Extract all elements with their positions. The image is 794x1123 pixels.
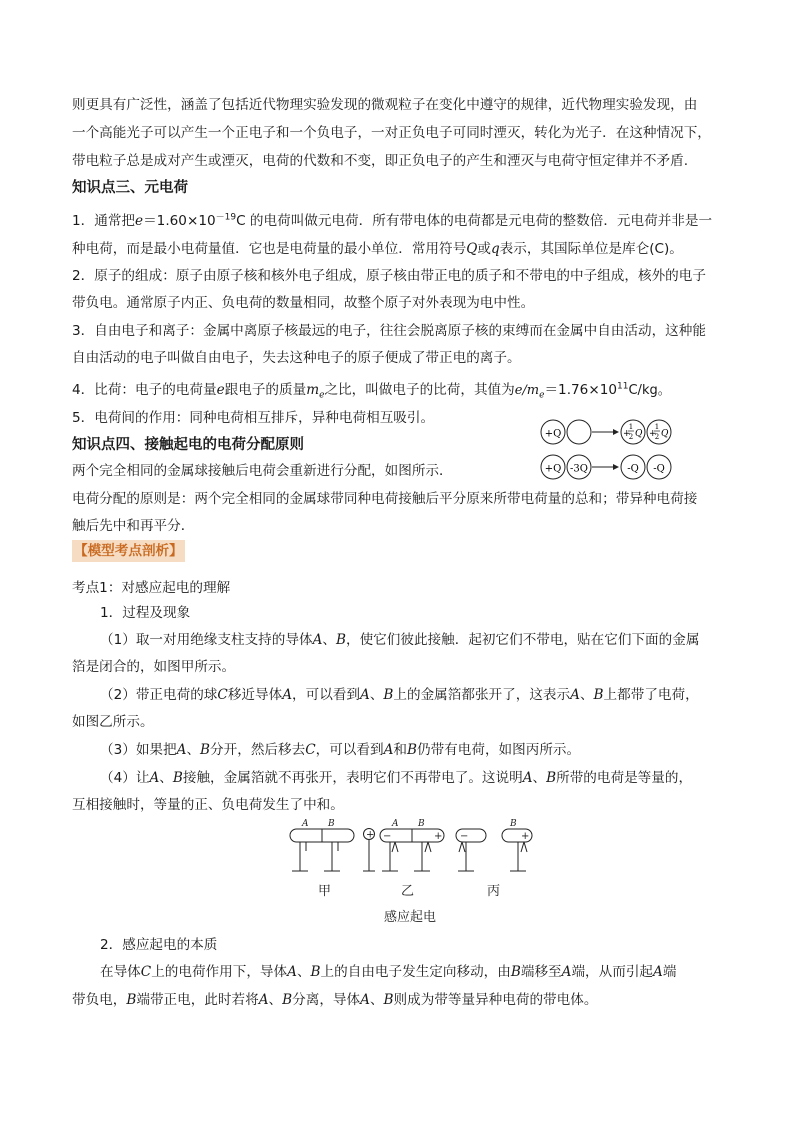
plus-sign: + [434,831,443,842]
label-bing: 丙 [487,884,501,899]
plus-sign: + [366,829,375,841]
charge-label: +Q [544,428,562,440]
sphere [567,420,591,444]
induction-figure [280,815,550,925]
label-a: A [392,819,399,829]
charge-label: +Q [544,463,562,475]
label-b: B [510,819,517,829]
svg-text:+: + [623,429,631,439]
label-a: A [302,819,309,829]
paragraph-line: （3）如果把A、B分开，然后移去C，可以看到A和B仍带有电荷，如图丙所示。 [100,742,581,758]
svg-text:+: + [649,429,657,439]
half-charge-label [623,423,643,441]
paragraph-line: （2）带正电荷的球C移近导体A，可以看到A、B上的金属箔都张开了，这表示A、B上都带了电荷， [100,687,699,703]
paragraph-line: 自由活动的电子叫做自由电子，失去这种电子的原子便成了带正电的离子。 [72,350,521,366]
paragraph-line: 触后先中和再平分． [72,518,195,534]
subheading: 1．过程及现象 [100,605,191,621]
charge-label: -3Q [570,463,588,475]
svg-text:Q: Q [635,429,643,439]
svg-text:1: 1 [628,423,634,431]
subheading: 2．感应起电的本质 [100,937,218,953]
conductor-pair-yi [363,829,444,872]
label-b: B [328,819,335,829]
paragraph-line: （4）让A、B接触，金属箔就不再张开，表明它们不再带电了。这说明A、B所带的电荷是等量的， [100,770,693,786]
minus-sign: − [383,831,392,842]
paragraph-line: 5．电荷间的作用：同种电荷相互排斥，异种电荷相互吸引。 [72,410,435,426]
section-heading: 知识点四、接触起电的电荷分配原则 [72,437,304,453]
plus-sign: + [521,831,530,842]
paragraph-line: 两个完全相同的金属球接触后电荷会重新进行分配，如图所示． [72,463,453,479]
paragraph-line: 在导体C上的电荷作用下，导体A、B上的自由电子发生定向移动，由B端移至A端，从而引起A端 [100,964,677,980]
svg-text:2: 2 [654,433,660,441]
intro-line: 一个高能光子可以产生一个正电子和一个负电子，一对正负电子可同时湮灭，转化为光子．在这种情况下， [72,125,711,141]
paragraph-line: 互相接触时，等量的正、负电荷发生了中和。 [72,797,344,813]
svg-text:1: 1 [654,423,660,431]
paragraph-line: 电荷分配的原则是：两个完全相同的金属球带同种电荷接触后平分原来所带电荷量的总和；带异种电荷接 [72,491,698,507]
paragraph-line: 箔是闭合的，如图甲所示。 [72,659,236,675]
figure-caption: 感应起电 [384,910,437,925]
label-jia: 甲 [318,884,332,899]
half-charge-label [649,423,669,441]
section-heading: 知识点三、元电荷 [72,180,188,196]
paragraph-line: 带负电。通常原子内正、负电荷的数量相同，故整个原子对外表现为电中性。 [72,295,535,311]
conductor-pair-jia [290,829,354,871]
charge-label: -Q [627,463,639,475]
intro-line: 带电粒子总是成对产生或湮灭，电荷的代数和不变，即正负电子的产生和湮灭与电荷守恒定律并不矛盾. [72,153,689,169]
minus-sign: − [460,831,469,842]
paragraph-line: 4．比荷：电子的电荷量e跟电子的质量$m_e$之比，叫做电子的比荷，其值为$e/m_e=1.76\times 10^{11}C/kg$。 [72,381,671,401]
svg-text:Q: Q [661,429,669,439]
section-tag: 【模型考点剖析】 [72,540,185,562]
svg-text:2: 2 [628,433,634,441]
paragraph-line: 种电荷，而是最小电荷量值．它也是电荷量的最小单位．常用符号Q或q表示，其国际单位是库仑(C)。 [72,241,683,257]
label-yi: 乙 [401,884,415,899]
point-title: 考点1：对感应起电的理解 [72,580,231,596]
paragraph-line: 3．自由电子和离子：金属中离原子核最远的电子，往往会脱离原子核的束缚而在金属中自由活动，这种能 [72,323,706,339]
intro-line: 则更具有广泛性，涵盖了包括近代物理实验发现的微观粒子在变化中遵守的规律，近代物理实验发现，由 [72,97,698,113]
charge-distribution-figure [530,416,690,486]
label-b: B [418,819,425,829]
charge-label: -Q [653,463,665,475]
paragraph-line: （1）取一对用绝缘支柱支持的导体A、B，使它们彼此接触．起初它们不带电，贴在它们下面的金属 [100,632,700,648]
paragraph-line: 带负电，B端带正电，此时若将A、B分离，导体A、B则成为带等量异种电荷的带电体。 [72,992,598,1008]
paragraph-line: 如图乙所示。 [72,714,154,730]
paragraph-line: 1．通常把$e=1.60\times 10^{-19}C$ 的电荷叫做元电荷．所有带电体的电荷都是元电荷的整数倍．元电荷并非是一 [72,212,713,229]
paragraph-line: 2．原子的组成：原子由原子核和核外电子组成，原子核由带正电的质子和不带电的中子组成，核外的电子 [72,268,706,284]
